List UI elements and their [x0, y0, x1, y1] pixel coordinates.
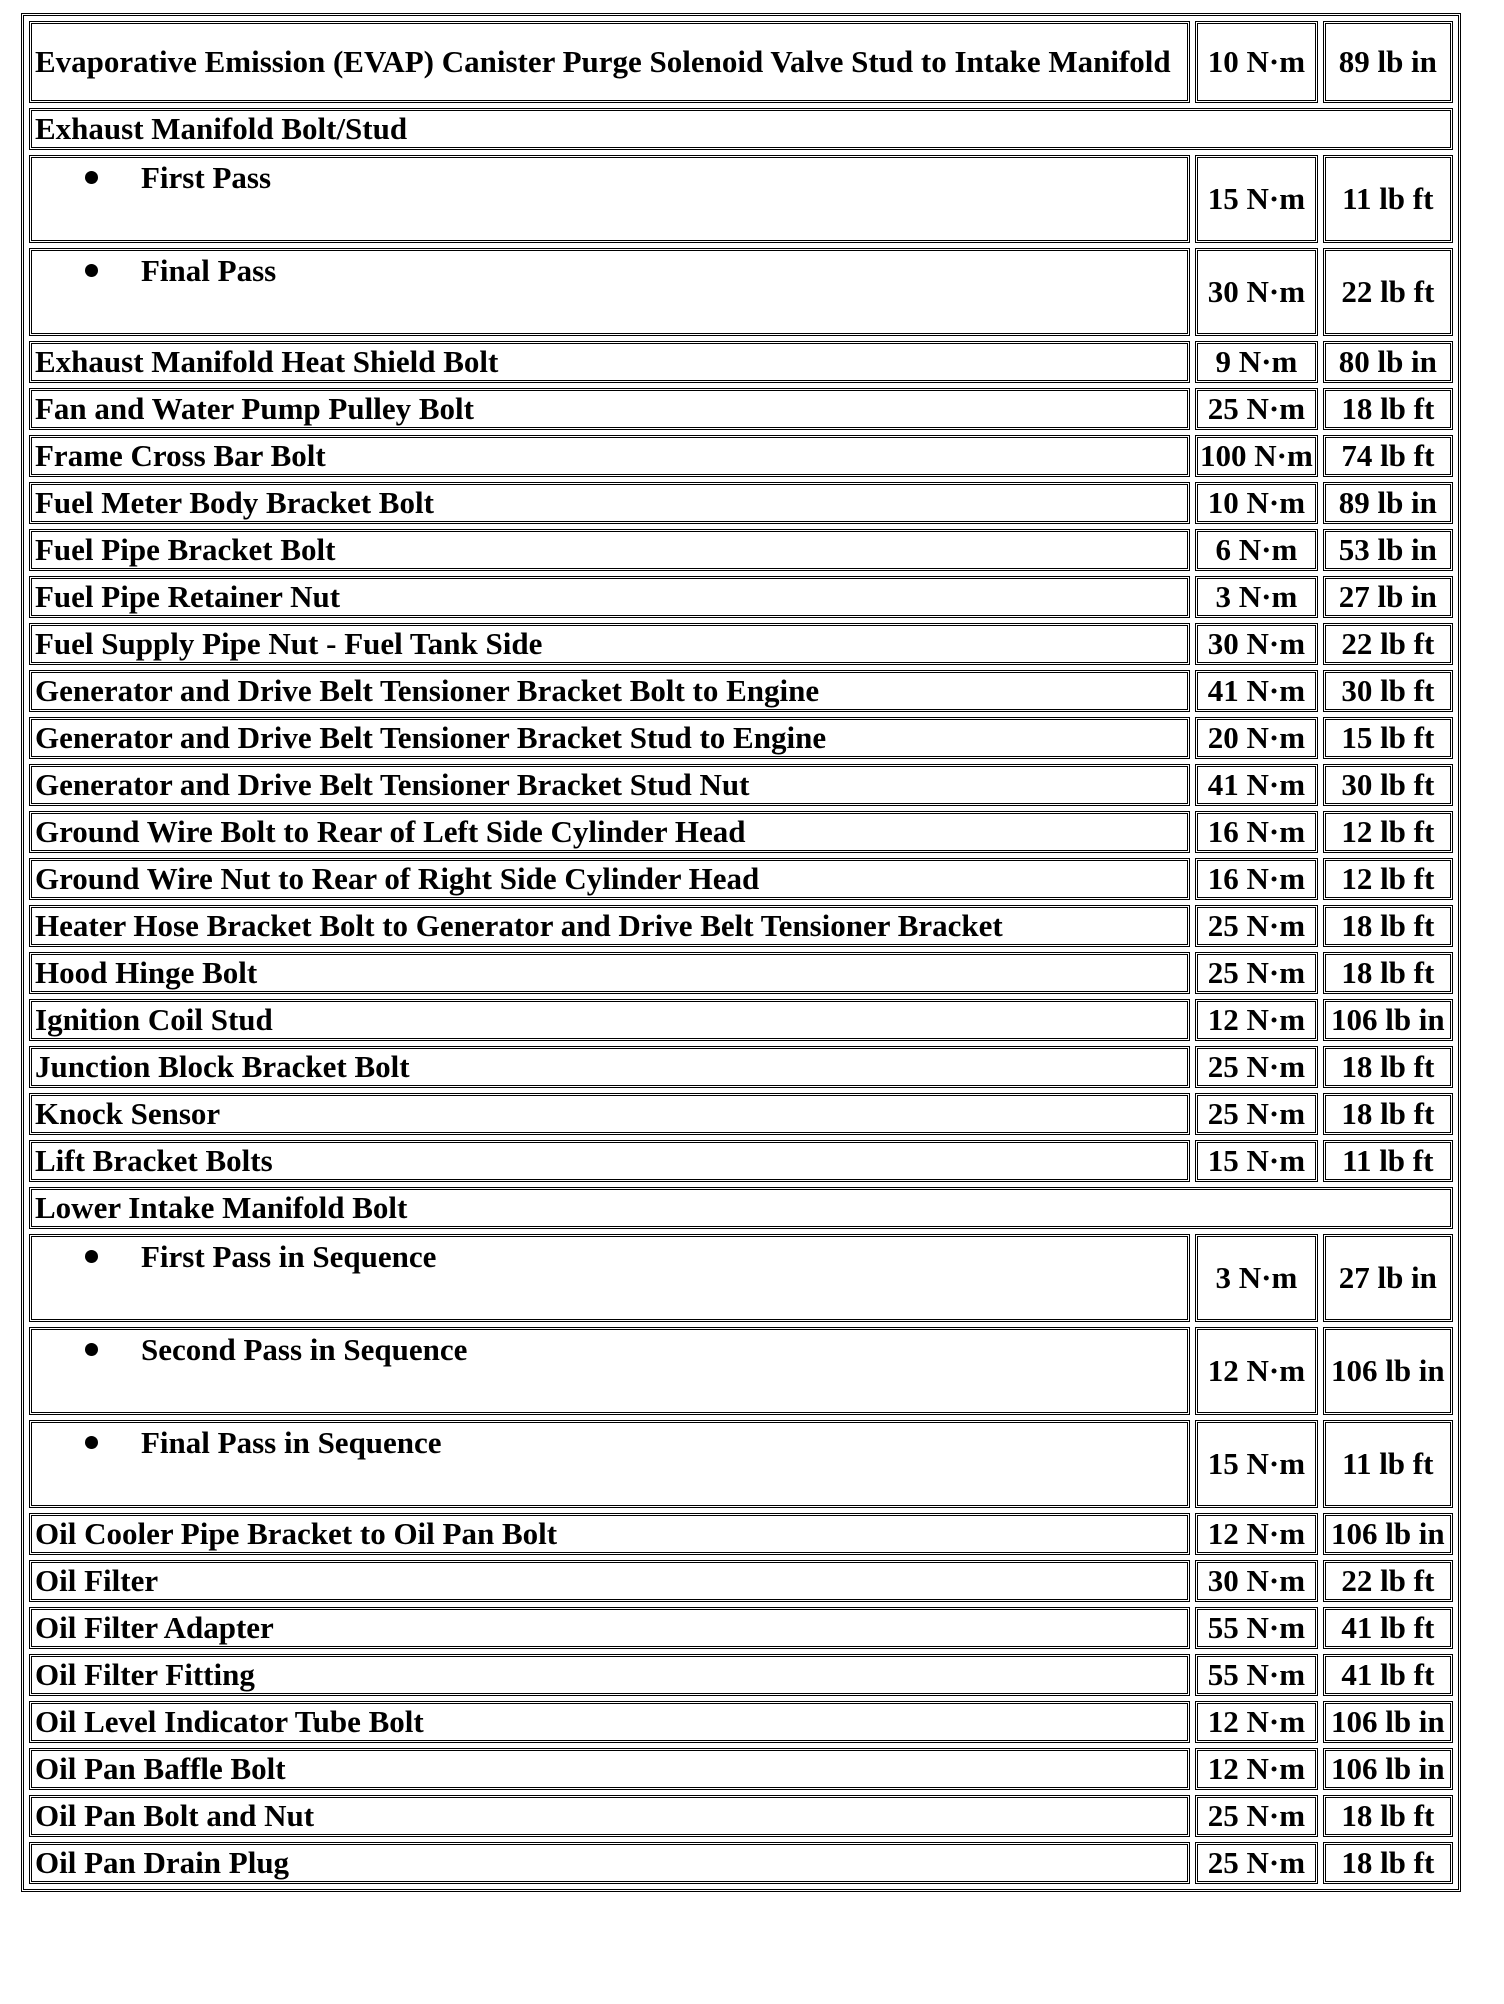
english-torque-cell: 22 lb ft: [1323, 1560, 1453, 1602]
fastener-description-label: Oil Pan Drain Plug: [35, 1845, 290, 1880]
english-torque-cell: 18 lb ft: [1323, 1046, 1453, 1088]
fastener-description-label: Fuel Meter Body Bracket Bolt: [35, 485, 434, 520]
metric-torque-cell: 15 N·m: [1195, 1420, 1317, 1508]
fastener-description-label: Heater Hose Bracket Bolt to Generator and Drive Belt Tensioner Bracket: [35, 908, 1003, 943]
table-row: [29, 1093, 1453, 1135]
english-torque-cell: 22 lb ft: [1323, 623, 1453, 665]
metric-torque-cell: 25 N·m: [1195, 952, 1317, 994]
table-row: [29, 764, 1453, 806]
table-row: [29, 1654, 1453, 1696]
fastener-description-label: Oil Cooler Pipe Bracket to Oil Pan Bolt: [35, 1516, 558, 1551]
fastener-description-label: Oil Filter Adapter: [35, 1610, 274, 1645]
english-torque-cell: 18 lb ft: [1323, 952, 1453, 994]
metric-torque-cell: 15 N·m: [1195, 1140, 1317, 1182]
table-row: [29, 529, 1453, 571]
fastener-description-cell: [29, 1093, 1190, 1135]
fastener-description-label: Fan and Water Pump Pulley Bolt: [35, 391, 474, 426]
fastener-description-cell: [29, 1842, 1190, 1884]
fastener-description-cell: [29, 435, 1190, 477]
metric-torque-cell: 15 N·m: [1195, 155, 1317, 243]
english-torque-cell: 89 lb in: [1323, 482, 1453, 524]
fastener-description-cell: [29, 1234, 1190, 1322]
fastener-description-label: Lift Bracket Bolts: [35, 1143, 273, 1178]
fastener-description-label: Oil Filter: [35, 1563, 159, 1598]
fastener-description-cell: [29, 764, 1190, 806]
table-row: [29, 999, 1453, 1041]
fastener-description-label: Oil Filter Fitting: [35, 1657, 255, 1692]
english-torque-cell: 12 lb ft: [1323, 811, 1453, 853]
fastener-description-label: Generator and Drive Belt Tensioner Bracket Stud Nut: [35, 767, 750, 802]
english-torque-cell: 18 lb ft: [1323, 1842, 1453, 1884]
english-torque-cell: 41 lb ft: [1323, 1607, 1453, 1649]
table-row: [29, 435, 1453, 477]
metric-torque-cell: 12 N·m: [1195, 1748, 1317, 1790]
english-torque-cell: 18 lb ft: [1323, 388, 1453, 430]
english-torque-cell: 106 lb in: [1323, 1701, 1453, 1743]
fastener-description-cell: [29, 1327, 1190, 1415]
fastener-description-label: Generator and Drive Belt Tensioner Bracket Bolt to Engine: [35, 673, 820, 708]
table-row: [29, 905, 1453, 947]
fastener-description-label: Fuel Pipe Bracket Bolt: [35, 532, 336, 567]
fastener-description-cell: [29, 388, 1190, 430]
fastener-description-cell: [29, 858, 1190, 900]
english-torque-cell: 106 lb in: [1323, 999, 1453, 1041]
fastener-description-cell: [29, 341, 1190, 383]
metric-torque-cell: 41 N·m: [1195, 670, 1317, 712]
table-row: [29, 1607, 1453, 1649]
fastener-description-label: Oil Pan Baffle Bolt: [35, 1751, 286, 1786]
fastener-description-label: Second Pass in Sequence: [141, 1332, 468, 1367]
english-torque-cell: 30 lb ft: [1323, 764, 1453, 806]
metric-torque-cell: 3 N·m: [1195, 576, 1317, 618]
bullet-icon: [85, 171, 98, 184]
torque-spec-table: [21, 13, 1461, 1892]
table-sub-row: [29, 155, 1453, 243]
table-section-header-row: [29, 1187, 1453, 1229]
table-row: [29, 1795, 1453, 1837]
fastener-description-cell: [29, 482, 1190, 524]
english-torque-cell: 11 lb ft: [1323, 1140, 1453, 1182]
fastener-description-cell: [29, 811, 1190, 853]
fastener-description-cell: [29, 1748, 1190, 1790]
fastener-description-label: First Pass: [141, 160, 272, 195]
fastener-description-cell: [29, 529, 1190, 571]
fastener-description-cell: [29, 1046, 1190, 1088]
table-row: [29, 1842, 1453, 1884]
fastener-description-label: Final Pass in Sequence: [141, 1425, 442, 1460]
fastener-description-label: Oil Pan Bolt and Nut: [35, 1798, 315, 1833]
fastener-description-cell: [29, 999, 1190, 1041]
table-row: [29, 952, 1453, 994]
metric-torque-cell: 12 N·m: [1195, 1327, 1317, 1415]
table-row: [29, 21, 1453, 103]
section-header-label: Lower Intake Manifold Bolt: [29, 1187, 1453, 1229]
english-torque-cell: 41 lb ft: [1323, 1654, 1453, 1696]
english-torque-cell: 18 lb ft: [1323, 1795, 1453, 1837]
fastener-description-cell: [29, 1607, 1190, 1649]
metric-torque-cell: 12 N·m: [1195, 999, 1317, 1041]
table-row: [29, 717, 1453, 759]
fastener-description-cell: [29, 1795, 1190, 1837]
metric-torque-cell: 25 N·m: [1195, 1842, 1317, 1884]
table-row: [29, 341, 1453, 383]
table-row: [29, 623, 1453, 665]
fastener-description-label: Ground Wire Bolt to Rear of Left Side Cylinder Head: [35, 814, 746, 849]
english-torque-cell: 11 lb ft: [1323, 155, 1453, 243]
bullet-icon: [85, 264, 98, 277]
fastener-description-label: Final Pass: [141, 253, 277, 288]
table-row: [29, 1701, 1453, 1743]
fastener-description-label: Ground Wire Nut to Rear of Right Side Cylinder Head: [35, 861, 760, 896]
metric-torque-cell: 100 N·m: [1195, 435, 1317, 477]
fastener-description-label: Knock Sensor: [35, 1096, 221, 1131]
english-torque-cell: 106 lb in: [1323, 1327, 1453, 1415]
fastener-description-cell: [29, 1654, 1190, 1696]
fastener-description-cell: [29, 1701, 1190, 1743]
fastener-description-label: First Pass in Sequence: [141, 1239, 437, 1274]
english-torque-cell: 80 lb in: [1323, 341, 1453, 383]
fastener-description-label: Evaporative Emission (EVAP) Canister Purge Solenoid Valve Stud to Intake Manifold: [35, 44, 1171, 79]
fastener-description-cell: [29, 905, 1190, 947]
fastener-description-cell: [29, 576, 1190, 618]
metric-torque-cell: 10 N·m: [1195, 482, 1317, 524]
metric-torque-cell: 55 N·m: [1195, 1607, 1317, 1649]
english-torque-cell: 106 lb in: [1323, 1513, 1453, 1555]
fastener-description-label: Frame Cross Bar Bolt: [35, 438, 326, 473]
metric-torque-cell: 25 N·m: [1195, 388, 1317, 430]
metric-torque-cell: 20 N·m: [1195, 717, 1317, 759]
fastener-description-cell: [29, 717, 1190, 759]
english-torque-cell: 11 lb ft: [1323, 1420, 1453, 1508]
fastener-description-label: Ignition Coil Stud: [35, 1002, 273, 1037]
metric-torque-cell: 25 N·m: [1195, 1046, 1317, 1088]
metric-torque-cell: 6 N·m: [1195, 529, 1317, 571]
table-row: [29, 670, 1453, 712]
english-torque-cell: 18 lb ft: [1323, 905, 1453, 947]
table-row: [29, 576, 1453, 618]
bullet-icon: [85, 1343, 98, 1356]
fastener-description-label: Fuel Pipe Retainer Nut: [35, 579, 341, 614]
table-row: [29, 1513, 1453, 1555]
metric-torque-cell: 16 N·m: [1195, 858, 1317, 900]
metric-torque-cell: 25 N·m: [1195, 1795, 1317, 1837]
section-header-label: Exhaust Manifold Bolt/Stud: [29, 108, 1453, 150]
english-torque-cell: 15 lb ft: [1323, 717, 1453, 759]
fastener-description-label: Hood Hinge Bolt: [35, 955, 258, 990]
metric-torque-cell: 41 N·m: [1195, 764, 1317, 806]
english-torque-cell: 27 lb in: [1323, 1234, 1453, 1322]
table-row: [29, 388, 1453, 430]
english-torque-cell: 53 lb in: [1323, 529, 1453, 571]
english-torque-cell: 12 lb ft: [1323, 858, 1453, 900]
metric-torque-cell: 12 N·m: [1195, 1701, 1317, 1743]
metric-torque-cell: 3 N·m: [1195, 1234, 1317, 1322]
english-torque-cell: 27 lb in: [1323, 576, 1453, 618]
table-row: [29, 482, 1453, 524]
fastener-description-cell: [29, 21, 1190, 103]
fastener-description-cell: [29, 248, 1190, 336]
metric-torque-cell: 55 N·m: [1195, 1654, 1317, 1696]
table-sub-row: [29, 1420, 1453, 1508]
fastener-description-label: Oil Level Indicator Tube Bolt: [35, 1704, 424, 1739]
fastener-description-cell: [29, 1420, 1190, 1508]
table-row: [29, 858, 1453, 900]
metric-torque-cell: 10 N·m: [1195, 21, 1317, 103]
english-torque-cell: 22 lb ft: [1323, 248, 1453, 336]
english-torque-cell: 30 lb ft: [1323, 670, 1453, 712]
table-sub-row: [29, 1327, 1453, 1415]
metric-torque-cell: 25 N·m: [1195, 1093, 1317, 1135]
metric-torque-cell: 30 N·m: [1195, 248, 1317, 336]
english-torque-cell: 106 lb in: [1323, 1748, 1453, 1790]
fastener-description-cell: [29, 952, 1190, 994]
metric-torque-cell: 30 N·m: [1195, 1560, 1317, 1602]
torque-spec-body: [29, 21, 1453, 1884]
table-row: [29, 1140, 1453, 1182]
table-sub-row: [29, 248, 1453, 336]
fastener-description-cell: [29, 623, 1190, 665]
table-row: [29, 811, 1453, 853]
fastener-description-cell: [29, 155, 1190, 243]
table-row: [29, 1046, 1453, 1088]
english-torque-cell: 74 lb ft: [1323, 435, 1453, 477]
metric-torque-cell: 9 N·m: [1195, 341, 1317, 383]
english-torque-cell: 18 lb ft: [1323, 1093, 1453, 1135]
bullet-icon: [85, 1250, 98, 1263]
english-torque-cell: 89 lb in: [1323, 21, 1453, 103]
fastener-description-label: Fuel Supply Pipe Nut - Fuel Tank Side: [35, 626, 543, 661]
table-sub-row: [29, 1234, 1453, 1322]
table-row: [29, 1748, 1453, 1790]
metric-torque-cell: 25 N·m: [1195, 905, 1317, 947]
fastener-description-label: Junction Block Bracket Bolt: [35, 1049, 410, 1084]
fastener-description-cell: [29, 1560, 1190, 1602]
table-section-header-row: [29, 108, 1453, 150]
fastener-description-cell: [29, 1513, 1190, 1555]
fastener-description-label: Generator and Drive Belt Tensioner Bracket Stud to Engine: [35, 720, 827, 755]
metric-torque-cell: 12 N·m: [1195, 1513, 1317, 1555]
metric-torque-cell: 16 N·m: [1195, 811, 1317, 853]
bullet-icon: [85, 1436, 98, 1449]
table-row: [29, 1560, 1453, 1602]
fastener-description-cell: [29, 670, 1190, 712]
metric-torque-cell: 30 N·m: [1195, 623, 1317, 665]
fastener-description-label: Exhaust Manifold Heat Shield Bolt: [35, 344, 499, 379]
fastener-description-cell: [29, 1140, 1190, 1182]
